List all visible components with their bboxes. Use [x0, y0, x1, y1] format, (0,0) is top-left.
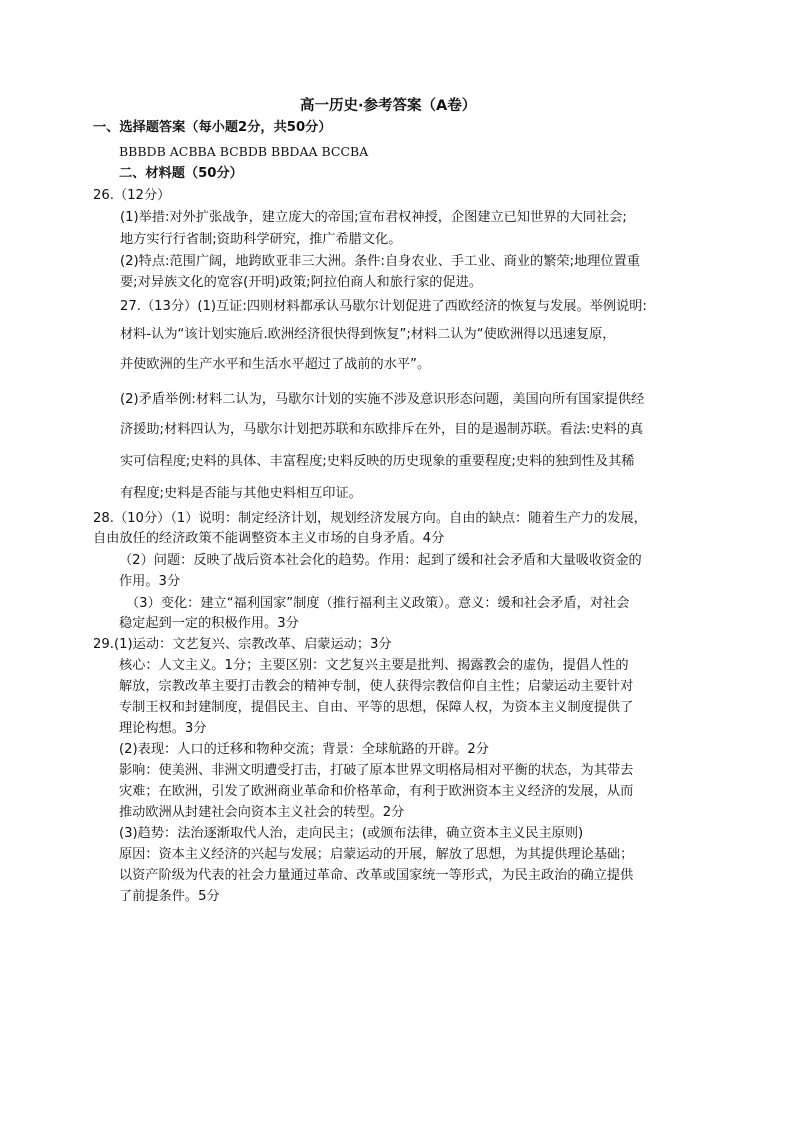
section2-heading: 二、材料题（50分）: [119, 166, 243, 181]
q29-line: (3)趋势：法治逐渐取代人治，走向民主；(或颁布法律，确立资本主义民主原则): [119, 826, 584, 841]
q29-line: 推动欧洲从封建社会向资本主义社会的转型。2分: [119, 805, 405, 820]
q29-line: 理论构想。3分: [119, 721, 207, 736]
q29-line: 专制王权和封建制度，提倡民主、自由、平等的思想，保障人权，为资本主义制度提供了: [119, 700, 634, 715]
q26-line: 要;对异族文化的宽容(开明)政策;阿拉伯商人和旅行家的促进。: [120, 275, 483, 290]
q29-line: 了前提条件。5分: [119, 889, 220, 904]
q28-line: （2）问题：反映了战后资本社会化的趋势。作用：起到了缓和社会矛盾和大量吸收资金的: [119, 553, 642, 568]
q28-line: 作用。3分: [119, 574, 181, 589]
choice-answers: BBBDB ACBBA BCBDB BBDAA BCCBA: [119, 144, 369, 159]
q29-line: 灾难；在欧洲，引发了欧洲商业革命和价格革命，有利于欧洲资本主义经济的发展，从而: [119, 784, 634, 799]
q29-line: 原因：资本主义经济的兴起与发展；启蒙运动的开展，解放了思想，为其提供理论基础；: [119, 847, 634, 862]
q29-line: (2)表现：人口的迁移和物种交流；背景：全球航路的开辟。2分: [119, 742, 489, 757]
q27-line: (2)矛盾举例:材料二认为，马歇尔计划的实施不涉及意识形态问题，美国向所有国家提供经: [120, 392, 645, 407]
q29-line: 解放，宗教改革主要打击教会的精神专制，使人获得宗教信仰自主性；启蒙运动主要针对: [119, 679, 634, 694]
q27-line: 实可信程度;史料的具体、丰富程度;史料反映的历史现象的重要程度;史料的独到性及其稀: [120, 454, 635, 469]
q26-header: 26.（12分）: [93, 188, 171, 203]
q27-line: 27.（13分）(1)互证:四则材料都承认马歇尔计划促进了西欧经济的恢复与发展。举例说明:: [120, 299, 647, 314]
q28-line: 28.（10分）（1）说明：制定经济计划，规划经济发展方向。自由的缺点：随着生产力的发展，: [93, 511, 647, 526]
q26-line: 地方实行行省制;资助科学研究，推广希腊文化。: [120, 232, 402, 247]
q27-line: 有程度;史料是否能与其他史料相互印证。: [120, 486, 362, 501]
q29-line: 影响：使美洲、非洲文明遭受打击，打破了原本世界文明格局相对平衡的状态，为其带去: [119, 763, 634, 778]
section1-heading: 一、选择题答案（每小题2分，共50分）: [93, 120, 332, 135]
q27-line: 材料-认为“该计划实施后.欧洲经济很快得到恢复”;材料二认为“使欧洲得以迅速复原，: [120, 327, 616, 342]
q26-line: (2)特点:范围广阔，地跨欧亚非三大洲。条件:自身农业、手工业、商业的繁荣;地理位置重: [120, 254, 640, 269]
q28-line: （3）变化：建立“福利国家”制度（推行福利主义政策）。意义：缓和社会矛盾，对社会: [126, 596, 630, 611]
q29-line: 以资产阶级为代表的社会力量通过革命、改革或国家统一等形式，为民主政治的确立提供: [119, 868, 634, 883]
q26-line: (1)举措:对外扩张战争，建立庞大的帝国;宣布君权神授，企图建立已知世界的大同社会;: [120, 210, 627, 225]
q27-line: 并使欧洲的生产水平和生活水平超过了战前的水平”。: [120, 357, 431, 372]
q27-line: 济援助;材料四认为，马歇尔计划把苏联和东欧排斥在外，目的是遏制苏联。看法:史料的真: [120, 422, 644, 437]
q28-line: 稳定起到一定的积极作用。3分: [119, 616, 299, 631]
q29-line: 核心：人文主义。1分；主要区别：文艺复兴主要是批判、揭露教会的虚伪，提倡人性的: [119, 658, 629, 673]
q28-line: 自由放任的经济政策不能调整资本主义市场的自身矛盾。4分: [93, 531, 445, 546]
page-title: 高一历史·参考答案（A卷）: [300, 98, 477, 114]
q29-line: 29.(1)运动：文艺复兴、宗教改革、启蒙运动；3分: [93, 637, 392, 652]
